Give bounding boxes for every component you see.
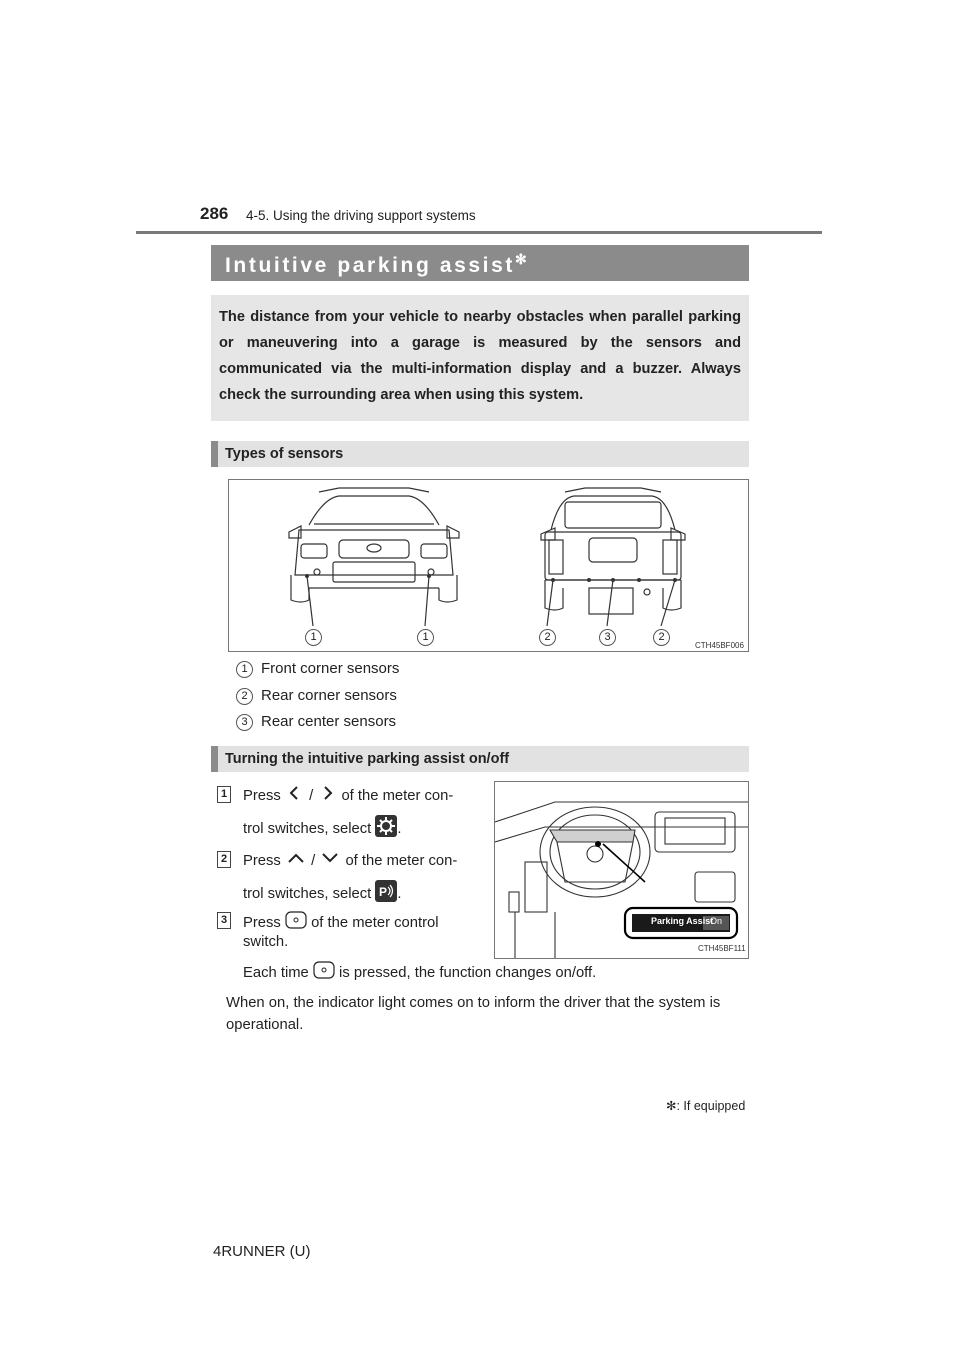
footnote-text: : If equipped (676, 1099, 746, 1113)
step-number: 1 (217, 786, 231, 803)
step-text: trol switches, select (243, 820, 372, 837)
ok-button-icon (313, 961, 335, 985)
footer-model: 4RUNNER (U) (213, 1243, 311, 1260)
step-text: Press (243, 852, 281, 869)
legend-item (236, 686, 397, 706)
callout-front-right (417, 629, 442, 647)
step-text: Each time (243, 964, 309, 981)
callout-rear-center (599, 629, 624, 647)
step-text: of the meter con- (345, 852, 458, 869)
page-title (225, 251, 527, 278)
subheading-turning-on-off: Turning the intuitive parking assist on/off (211, 746, 749, 772)
chevron-down-icon (319, 850, 341, 872)
footnote (666, 1098, 745, 1113)
legend-number: 2 (236, 688, 253, 705)
step-3-line-2: switch. (243, 934, 289, 950)
chevron-up-icon (285, 850, 307, 872)
section-breadcrumb: 4-5. Using the driving support systems (246, 208, 476, 223)
step-2-line-1 (243, 850, 457, 872)
display-state: On (710, 916, 723, 926)
page-number: 286 (200, 204, 229, 223)
figure-code: CTH45BF006 (695, 641, 744, 650)
step-text: Press (243, 914, 281, 931)
step-1-line-1 (243, 784, 453, 808)
section-title-bar (211, 245, 749, 281)
step-number: 2 (217, 851, 231, 868)
if-equipped-mark: ✻ (514, 251, 527, 267)
chevron-left-icon (285, 784, 305, 808)
callout-number: 1 (417, 629, 434, 646)
step-text: is pressed, the function changes on/off. (339, 964, 597, 981)
footnote-mark: ✻ (666, 1099, 677, 1113)
chevron-right-icon (317, 784, 337, 808)
figure-code: CTH45BF111 (698, 944, 746, 953)
dashboard-figure (494, 781, 749, 959)
header-divider (136, 231, 822, 234)
ok-button-icon (285, 911, 307, 935)
callout-rear-left (539, 629, 564, 647)
step-1-line-2 (243, 815, 402, 843)
callout-number: 2 (539, 629, 556, 646)
step-2-line-2 (243, 880, 402, 908)
step-text: of the meter con- (341, 787, 454, 804)
step-text: Press (243, 787, 281, 804)
operational-note: When on, the indicator light comes on to inform the driver that the system is operational. (226, 995, 721, 1033)
legend-number: 1 (236, 661, 253, 678)
sensor-location-figure (228, 479, 749, 652)
callout-front-left (305, 629, 330, 647)
legend-label: Front corner sensors (261, 660, 400, 677)
svg-text:P: P (379, 885, 388, 899)
separator: / (309, 787, 314, 804)
legend-item (236, 659, 399, 679)
legend-label: Rear center sensors (261, 713, 397, 730)
dashboard-illustration (495, 782, 748, 958)
callout-number: 2 (653, 629, 670, 646)
legend-label: Rear corner sensors (261, 687, 397, 704)
subheading-types-of-sensors: Types of sensors (211, 441, 749, 467)
callout-number: 3 (599, 629, 616, 646)
parking-assist-icon (375, 880, 397, 908)
step-text: . (397, 820, 402, 837)
page-title-text: Intuitive parking assist (225, 254, 515, 277)
step-text: . (397, 885, 402, 902)
vehicle-front-rear-illustration (229, 480, 748, 651)
separator: / (311, 852, 316, 869)
each-time-line (243, 961, 596, 985)
callout-number: 1 (305, 629, 322, 646)
step-text: trol switches, select (243, 885, 372, 902)
callout-rear-right (653, 629, 678, 647)
intro-paragraph: The distance from your vehicle to nearby obstacles when parallel parking or maneuvering into a garage is measured by the sensors and communicated via the multi-information display and a buzzer. Always check the surrounding area when using this system. (211, 295, 749, 421)
legend-number: 3 (236, 714, 253, 731)
step-text: of the meter control (311, 914, 439, 931)
step-number: 3 (217, 912, 231, 929)
legend-item (236, 712, 396, 732)
display-label: Parking Assist (651, 916, 714, 926)
settings-gear-icon (375, 815, 397, 843)
